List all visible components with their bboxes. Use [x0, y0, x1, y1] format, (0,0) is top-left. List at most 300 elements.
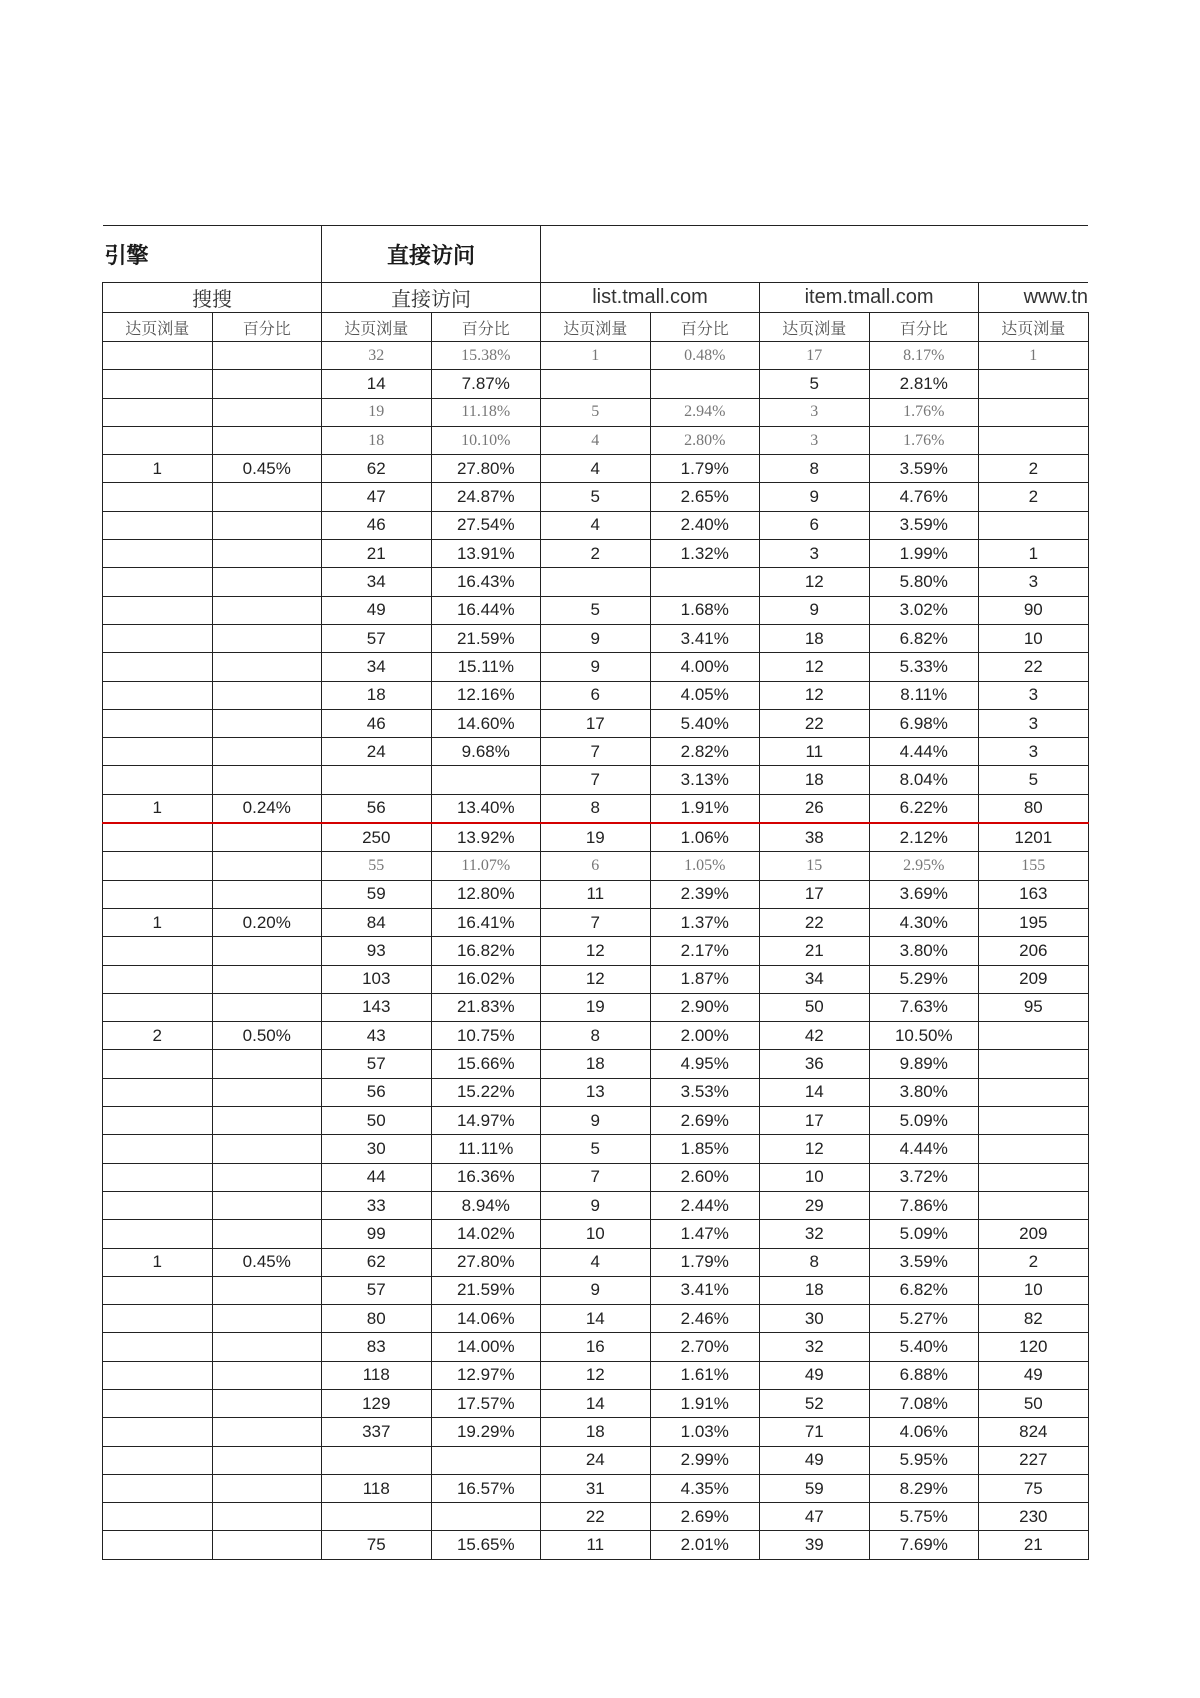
- table-row: [103, 1361, 1089, 1389]
- cell-list-pv: 5: [541, 398, 651, 426]
- cell-www-pv: [979, 1107, 1089, 1135]
- cell-item-pv: 49: [760, 1446, 870, 1474]
- cell-item-pv: 39: [760, 1531, 870, 1559]
- table-row: [103, 908, 1089, 936]
- cell-sousou-pv: [103, 540, 213, 568]
- cell-sousou-pv: [103, 965, 213, 993]
- cell-item-pct: 3.02%: [869, 596, 979, 624]
- cell-direct-pct: 16.02%: [431, 965, 541, 993]
- cell-item-pct: 1.99%: [869, 540, 979, 568]
- cell-item-pct: 5.40%: [869, 1333, 979, 1361]
- cell-www-pv: 10: [979, 624, 1089, 652]
- cell-list-pct: 1.91%: [650, 1389, 760, 1417]
- cell-list-pct: 2.94%: [650, 398, 760, 426]
- cell-direct-pct: 12.16%: [431, 681, 541, 709]
- cell-sousou-pct: [212, 1191, 322, 1219]
- cell-sousou-pv: [103, 426, 213, 454]
- table-row: [103, 794, 1089, 823]
- cell-list-pct: 2.80%: [650, 426, 760, 454]
- cell-www-pv: 80: [979, 794, 1089, 823]
- cell-list-pv: 1: [541, 342, 651, 370]
- cell-www-pv: 21: [979, 1531, 1089, 1559]
- cell-direct-pct: 24.87%: [431, 483, 541, 511]
- cell-item-pct: 6.22%: [869, 794, 979, 823]
- cell-direct-pct: [431, 766, 541, 794]
- cell-sousou-pct: [212, 993, 322, 1021]
- cell-www-pv: 230: [979, 1503, 1089, 1531]
- cell-direct-pv: 62: [322, 1248, 432, 1276]
- cell-list-pct: 2.65%: [650, 483, 760, 511]
- cell-sousou-pct: [212, 1446, 322, 1474]
- blank-header-cell: [541, 226, 1089, 283]
- table-row: [103, 653, 1089, 681]
- cell-direct-pct: 14.06%: [431, 1305, 541, 1333]
- cell-list-pv: 9: [541, 1191, 651, 1219]
- cell-sousou-pv: [103, 1276, 213, 1304]
- cell-list-pct: 1.68%: [650, 596, 760, 624]
- cell-sousou-pct: [212, 709, 322, 737]
- cell-direct-pv: 59: [322, 880, 432, 908]
- cell-www-pv: 82: [979, 1305, 1089, 1333]
- cell-list-pct: 4.00%: [650, 653, 760, 681]
- cell-sousou-pv: [103, 511, 213, 539]
- cell-sousou-pv: [103, 1078, 213, 1106]
- table-row: [103, 1248, 1089, 1276]
- engine-title: 引擎: [103, 226, 322, 283]
- cell-item-pct: 5.75%: [869, 1503, 979, 1531]
- cell-sousou-pv: [103, 1333, 213, 1361]
- cell-www-pv: [979, 1135, 1089, 1163]
- cell-sousou-pv: [103, 993, 213, 1021]
- cell-direct-pv: 46: [322, 709, 432, 737]
- cell-www-pv: 3: [979, 738, 1089, 766]
- cell-direct-pct: [431, 1446, 541, 1474]
- cell-list-pct: 3.53%: [650, 1078, 760, 1106]
- cell-direct-pv: 24: [322, 738, 432, 766]
- cell-direct-pct: 15.11%: [431, 653, 541, 681]
- cell-direct-pct: 10.10%: [431, 426, 541, 454]
- cell-list-pv: 14: [541, 1305, 651, 1333]
- cell-www-pv: 75: [979, 1474, 1089, 1502]
- cell-sousou-pct: [212, 681, 322, 709]
- cell-sousou-pv: 1: [103, 1248, 213, 1276]
- cell-direct-pv: 56: [322, 794, 432, 823]
- cell-item-pv: 71: [760, 1418, 870, 1446]
- cell-list-pct: 1.91%: [650, 794, 760, 823]
- cell-item-pct: 4.44%: [869, 738, 979, 766]
- cell-www-pv: 10: [979, 1276, 1089, 1304]
- cell-list-pv: 17: [541, 709, 651, 737]
- cell-list-pct: 3.41%: [650, 624, 760, 652]
- cell-list-pv: 12: [541, 1361, 651, 1389]
- cell-direct-pv: 118: [322, 1474, 432, 1502]
- table-row: [103, 681, 1089, 709]
- cell-list-pv: 9: [541, 653, 651, 681]
- table-row: [103, 709, 1089, 737]
- cell-list-pct: 4.35%: [650, 1474, 760, 1502]
- cell-list-pv: 4: [541, 426, 651, 454]
- cell-item-pct: 6.98%: [869, 709, 979, 737]
- cell-list-pv: 4: [541, 1248, 651, 1276]
- cell-sousou-pv: 2: [103, 1022, 213, 1050]
- cell-list-pv: 2: [541, 540, 651, 568]
- cell-direct-pv: 21: [322, 540, 432, 568]
- direct-visit-title: 直接访问: [322, 226, 541, 283]
- cell-sousou-pct: [212, 1474, 322, 1502]
- table-row: [103, 1305, 1089, 1333]
- cell-www-pv: 3: [979, 568, 1089, 596]
- cell-sousou-pct: [212, 1305, 322, 1333]
- cell-sousou-pct: 0.45%: [212, 455, 322, 483]
- table-row: [103, 1107, 1089, 1135]
- cell-direct-pct: 14.00%: [431, 1333, 541, 1361]
- cell-www-pv: 206: [979, 937, 1089, 965]
- table-row: [103, 823, 1089, 852]
- cell-list-pct: 2.69%: [650, 1107, 760, 1135]
- col-header-pct: 百分比: [650, 313, 760, 342]
- cell-direct-pv: 43: [322, 1022, 432, 1050]
- cell-sousou-pct: [212, 1418, 322, 1446]
- cell-item-pct: 9.89%: [869, 1050, 979, 1078]
- cell-item-pct: 1.76%: [869, 398, 979, 426]
- cell-sousou-pct: [212, 738, 322, 766]
- cell-direct-pct: 16.36%: [431, 1163, 541, 1191]
- cell-www-pv: 1: [979, 540, 1089, 568]
- cell-www-pv: 163: [979, 880, 1089, 908]
- cell-list-pct: 1.32%: [650, 540, 760, 568]
- cell-list-pv: 8: [541, 1022, 651, 1050]
- cell-www-pv: 49: [979, 1361, 1089, 1389]
- cell-sousou-pv: [103, 1050, 213, 1078]
- cell-item-pv: 22: [760, 908, 870, 936]
- cell-direct-pct: 15.38%: [431, 342, 541, 370]
- cell-item-pv: 59: [760, 1474, 870, 1502]
- cell-direct-pv: 46: [322, 511, 432, 539]
- cell-item-pv: 5: [760, 370, 870, 398]
- cell-list-pv: 7: [541, 766, 651, 794]
- cell-sousou-pct: [212, 1361, 322, 1389]
- cell-list-pv: 4: [541, 511, 651, 539]
- cell-list-pct: 2.39%: [650, 880, 760, 908]
- cell-direct-pct: 14.60%: [431, 709, 541, 737]
- cell-direct-pv: 18: [322, 426, 432, 454]
- cell-list-pct: [650, 568, 760, 596]
- cell-list-pv: 31: [541, 1474, 651, 1502]
- cell-list-pct: 2.44%: [650, 1191, 760, 1219]
- cell-sousou-pct: [212, 653, 322, 681]
- cell-list-pct: 5.40%: [650, 709, 760, 737]
- cell-sousou-pct: 0.20%: [212, 908, 322, 936]
- cell-list-pct: [650, 370, 760, 398]
- table-row: [103, 1276, 1089, 1304]
- cell-list-pv: 5: [541, 1135, 651, 1163]
- table-row: [103, 370, 1089, 398]
- source-list-tmall: list.tmall.com: [541, 283, 760, 313]
- cell-www-pv: 50: [979, 1389, 1089, 1417]
- cell-direct-pct: 15.66%: [431, 1050, 541, 1078]
- table-row: [103, 738, 1089, 766]
- cell-item-pct: 5.27%: [869, 1305, 979, 1333]
- cell-item-pct: 4.30%: [869, 908, 979, 936]
- table-row: [103, 455, 1089, 483]
- cell-item-pv: 14: [760, 1078, 870, 1106]
- table-row: [103, 426, 1089, 454]
- cell-www-pv: [979, 398, 1089, 426]
- spreadsheet: [102, 225, 1088, 1560]
- cell-item-pv: 8: [760, 1248, 870, 1276]
- cell-direct-pv: 129: [322, 1389, 432, 1417]
- cell-direct-pct: 16.43%: [431, 568, 541, 596]
- cell-direct-pct: [431, 1503, 541, 1531]
- cell-sousou-pv: 1: [103, 794, 213, 823]
- cell-list-pv: 16: [541, 1333, 651, 1361]
- cell-item-pv: 26: [760, 794, 870, 823]
- cell-sousou-pv: [103, 370, 213, 398]
- table-row: [103, 398, 1089, 426]
- cell-sousou-pct: [212, 1135, 322, 1163]
- cell-direct-pct: 27.80%: [431, 455, 541, 483]
- cell-www-pv: 824: [979, 1418, 1089, 1446]
- cell-sousou-pv: [103, 709, 213, 737]
- cell-item-pct: 6.88%: [869, 1361, 979, 1389]
- cell-item-pv: 9: [760, 483, 870, 511]
- cell-direct-pv: 62: [322, 455, 432, 483]
- cell-sousou-pct: [212, 823, 322, 852]
- cell-direct-pv: 47: [322, 483, 432, 511]
- cell-item-pv: 17: [760, 342, 870, 370]
- cell-list-pct: 1.05%: [650, 852, 760, 880]
- cell-direct-pv: 337: [322, 1418, 432, 1446]
- cell-sousou-pct: [212, 511, 322, 539]
- cell-item-pct: 10.50%: [869, 1022, 979, 1050]
- cell-list-pv: 9: [541, 624, 651, 652]
- table-row: [103, 1389, 1089, 1417]
- cell-direct-pv: 75: [322, 1531, 432, 1559]
- source-direct: 直接访问: [322, 283, 541, 313]
- table-row: [103, 880, 1089, 908]
- cell-sousou-pct: [212, 1107, 322, 1135]
- header-row-1: [103, 226, 1089, 283]
- cell-list-pv: 9: [541, 1107, 651, 1135]
- cell-item-pv: 32: [760, 1333, 870, 1361]
- table-row: [103, 1078, 1089, 1106]
- cell-sousou-pct: [212, 1503, 322, 1531]
- cell-direct-pct: 16.44%: [431, 596, 541, 624]
- cell-list-pct: 3.13%: [650, 766, 760, 794]
- cell-list-pct: 2.90%: [650, 993, 760, 1021]
- cell-item-pct: 4.44%: [869, 1135, 979, 1163]
- cell-list-pv: 14: [541, 1389, 651, 1417]
- table-row: [103, 596, 1089, 624]
- cell-www-pv: 209: [979, 1220, 1089, 1248]
- cell-item-pct: 5.29%: [869, 965, 979, 993]
- cell-sousou-pv: [103, 1474, 213, 1502]
- cell-sousou-pct: [212, 965, 322, 993]
- cell-list-pct: 2.17%: [650, 937, 760, 965]
- cell-item-pv: 52: [760, 1389, 870, 1417]
- table-row: [103, 852, 1089, 880]
- cell-sousou-pv: [103, 1220, 213, 1248]
- cell-sousou-pct: [212, 1078, 322, 1106]
- cell-item-pv: 3: [760, 540, 870, 568]
- cell-direct-pct: 27.54%: [431, 511, 541, 539]
- cell-item-pv: 12: [760, 681, 870, 709]
- table-row: [103, 568, 1089, 596]
- cell-item-pct: 8.29%: [869, 1474, 979, 1502]
- cell-direct-pv: 143: [322, 993, 432, 1021]
- cell-list-pv: 10: [541, 1220, 651, 1248]
- table-row: [103, 766, 1089, 794]
- cell-item-pv: 36: [760, 1050, 870, 1078]
- cell-sousou-pv: [103, 653, 213, 681]
- cell-item-pv: 10: [760, 1163, 870, 1191]
- table-row: [103, 1135, 1089, 1163]
- cell-direct-pv: 32: [322, 342, 432, 370]
- cell-sousou-pct: 0.24%: [212, 794, 322, 823]
- col-header-pv: 达页浏量: [979, 313, 1089, 342]
- cell-sousou-pct: [212, 1531, 322, 1559]
- cell-www-pv: 3: [979, 709, 1089, 737]
- cell-sousou-pct: [212, 624, 322, 652]
- cell-sousou-pct: [212, 852, 322, 880]
- cell-www-pv: [979, 1022, 1089, 1050]
- cell-list-pct: 0.48%: [650, 342, 760, 370]
- cell-direct-pv: [322, 1446, 432, 1474]
- cell-list-pv: 9: [541, 1276, 651, 1304]
- table-row: [103, 1022, 1089, 1050]
- table-row: [103, 1333, 1089, 1361]
- table-row: [103, 624, 1089, 652]
- cell-item-pct: 7.63%: [869, 993, 979, 1021]
- cell-direct-pv: 57: [322, 1050, 432, 1078]
- cell-sousou-pct: [212, 398, 322, 426]
- cell-item-pv: 3: [760, 398, 870, 426]
- cell-item-pv: 18: [760, 766, 870, 794]
- cell-www-pv: 95: [979, 993, 1089, 1021]
- cell-sousou-pv: 1: [103, 455, 213, 483]
- col-header-pv: 达页浏量: [760, 313, 870, 342]
- cell-list-pct: 1.06%: [650, 823, 760, 852]
- cell-list-pct: 1.37%: [650, 908, 760, 936]
- cell-list-pv: 5: [541, 483, 651, 511]
- cell-item-pv: 17: [760, 880, 870, 908]
- cell-list-pct: 4.05%: [650, 681, 760, 709]
- cell-direct-pv: 18: [322, 681, 432, 709]
- cell-item-pv: 18: [760, 624, 870, 652]
- cell-list-pv: 13: [541, 1078, 651, 1106]
- cell-sousou-pct: [212, 426, 322, 454]
- col-header-pv: 达页浏量: [541, 313, 651, 342]
- cell-item-pv: 50: [760, 993, 870, 1021]
- cell-www-pv: [979, 370, 1089, 398]
- cell-direct-pct: 11.18%: [431, 398, 541, 426]
- table-row: [103, 540, 1089, 568]
- table-row: [103, 937, 1089, 965]
- cell-item-pct: 8.17%: [869, 342, 979, 370]
- cell-item-pv: 21: [760, 937, 870, 965]
- cell-item-pct: 2.81%: [869, 370, 979, 398]
- cell-sousou-pct: 0.50%: [212, 1022, 322, 1050]
- cell-item-pct: 5.33%: [869, 653, 979, 681]
- cell-sousou-pct: [212, 568, 322, 596]
- cell-sousou-pv: [103, 1305, 213, 1333]
- cell-item-pct: 7.86%: [869, 1191, 979, 1219]
- cell-sousou-pv: [103, 880, 213, 908]
- cell-item-pct: 4.76%: [869, 483, 979, 511]
- cell-item-pct: 3.80%: [869, 1078, 979, 1106]
- cell-www-pv: 209: [979, 965, 1089, 993]
- cell-direct-pv: 99: [322, 1220, 432, 1248]
- cell-direct-pv: 34: [322, 568, 432, 596]
- table-row: [103, 1163, 1089, 1191]
- cell-list-pv: 11: [541, 880, 651, 908]
- cell-sousou-pv: [103, 398, 213, 426]
- cell-sousou-pv: [103, 483, 213, 511]
- cell-direct-pct: 14.97%: [431, 1107, 541, 1135]
- cell-sousou-pv: [103, 852, 213, 880]
- cell-direct-pct: 11.11%: [431, 1135, 541, 1163]
- cell-list-pct: 2.60%: [650, 1163, 760, 1191]
- table-row: [103, 1503, 1089, 1531]
- cell-list-pv: 8: [541, 794, 651, 823]
- cell-sousou-pct: [212, 1163, 322, 1191]
- cell-sousou-pv: 1: [103, 908, 213, 936]
- cell-item-pct: 3.59%: [869, 1248, 979, 1276]
- table-row: [103, 1446, 1089, 1474]
- cell-item-pct: 6.82%: [869, 1276, 979, 1304]
- cell-sousou-pct: [212, 766, 322, 794]
- cell-item-pv: 12: [760, 568, 870, 596]
- cell-sousou-pv: [103, 624, 213, 652]
- source-sousou: 搜搜: [103, 283, 322, 313]
- table-row: [103, 342, 1089, 370]
- cell-list-pct: 1.79%: [650, 1248, 760, 1276]
- cell-direct-pv: 34: [322, 653, 432, 681]
- cell-item-pv: 22: [760, 709, 870, 737]
- cell-item-pv: 34: [760, 965, 870, 993]
- cell-item-pv: 12: [760, 1135, 870, 1163]
- source-www-tmall: www.tn: [979, 283, 1089, 313]
- cell-sousou-pv: [103, 596, 213, 624]
- table-row: [103, 1220, 1089, 1248]
- table-row: [103, 1418, 1089, 1446]
- cell-www-pv: 22: [979, 653, 1089, 681]
- cell-list-pct: 1.87%: [650, 965, 760, 993]
- cell-www-pv: 227: [979, 1446, 1089, 1474]
- col-header-pct: 百分比: [212, 313, 322, 342]
- cell-item-pct: 3.69%: [869, 880, 979, 908]
- cell-direct-pct: 21.59%: [431, 624, 541, 652]
- cell-direct-pv: 93: [322, 937, 432, 965]
- cell-direct-pv: 49: [322, 596, 432, 624]
- cell-sousou-pv: [103, 681, 213, 709]
- cell-direct-pct: 27.80%: [431, 1248, 541, 1276]
- cell-direct-pct: 12.97%: [431, 1361, 541, 1389]
- table-row: [103, 965, 1089, 993]
- cell-sousou-pv: [103, 1361, 213, 1389]
- cell-sousou-pct: [212, 880, 322, 908]
- cell-direct-pct: 10.75%: [431, 1022, 541, 1050]
- cell-direct-pv: 84: [322, 908, 432, 936]
- cell-direct-pct: 17.57%: [431, 1389, 541, 1417]
- cell-sousou-pct: 0.45%: [212, 1248, 322, 1276]
- cell-sousou-pv: [103, 823, 213, 852]
- cell-item-pv: 12: [760, 653, 870, 681]
- cell-item-pv: 3: [760, 426, 870, 454]
- cell-www-pv: 3: [979, 681, 1089, 709]
- cell-sousou-pv: [103, 1389, 213, 1417]
- cell-list-pct: 2.46%: [650, 1305, 760, 1333]
